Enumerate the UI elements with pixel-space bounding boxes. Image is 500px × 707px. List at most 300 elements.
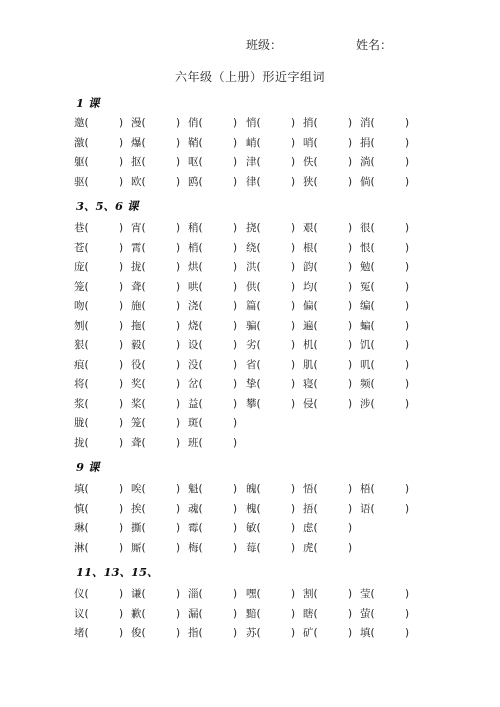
answer-blank-close: ) <box>291 241 296 254</box>
word-cell <box>74 357 131 373</box>
answer-blank-close: ) <box>348 378 353 390</box>
character-prompt: 悄( <box>246 117 261 129</box>
character-prompt: 消( <box>360 117 375 129</box>
character-prompt: 艰( <box>303 222 318 234</box>
character-prompt: 谦( <box>131 588 146 600</box>
word-cell <box>131 298 188 314</box>
answer-blank-close: ) <box>348 541 353 554</box>
word-cell <box>303 396 360 412</box>
answer-blank-close: ) <box>291 502 296 515</box>
character-prompt: 抠( <box>131 156 146 168</box>
character-prompt: 填( <box>74 483 89 495</box>
word-row <box>74 586 424 606</box>
word-row <box>74 625 424 645</box>
answer-blank-close: ) <box>233 117 238 129</box>
answer-blank-close: ) <box>176 117 181 129</box>
word-row <box>74 220 424 240</box>
word-cell <box>246 318 303 334</box>
answer-blank-close: ) <box>348 156 353 168</box>
answer-blank-close: ) <box>348 397 353 410</box>
character-prompt: 聋( <box>131 280 146 293</box>
answer-blank-close: ) <box>176 222 181 234</box>
character-prompt: 驱( <box>74 175 89 188</box>
character-prompt: 仪( <box>74 588 89 600</box>
answer-blank-close: ) <box>291 175 296 188</box>
character-prompt: 将( <box>74 378 89 390</box>
character-prompt: 浆( <box>74 397 89 410</box>
character-prompt: 填( <box>360 627 375 639</box>
character-prompt: 役( <box>131 358 146 371</box>
answer-blank-close: ) <box>291 627 296 639</box>
answer-blank-close: ) <box>233 136 238 149</box>
word-cell <box>131 135 188 151</box>
word-cell <box>303 115 360 131</box>
answer-blank-close: ) <box>176 300 181 312</box>
character-prompt: 虑( <box>303 522 318 534</box>
word-cell <box>246 240 303 256</box>
word-cell <box>303 174 360 190</box>
answer-blank-close: ) <box>348 280 353 293</box>
character-prompt: 敏( <box>246 522 261 534</box>
answer-blank-close: ) <box>233 175 238 188</box>
character-prompt: 韵( <box>303 261 318 273</box>
character-prompt: 设( <box>188 339 203 351</box>
character-prompt: 呕( <box>188 156 203 168</box>
character-prompt: 桨( <box>131 397 146 410</box>
word-cell <box>74 298 131 314</box>
character-prompt: 叽( <box>360 358 375 371</box>
character-prompt: 哄( <box>188 280 203 293</box>
character-prompt: 魂( <box>188 502 203 515</box>
word-cell <box>360 174 417 190</box>
answer-blank-close: ) <box>119 502 124 515</box>
answer-blank-close: ) <box>348 300 353 312</box>
character-prompt: 拖( <box>131 319 146 332</box>
character-prompt: 议( <box>74 607 89 620</box>
word-cell <box>246 481 303 497</box>
word-row <box>74 259 424 279</box>
answer-blank-close: ) <box>405 397 410 410</box>
word-cell <box>246 540 303 556</box>
answer-blank-close: ) <box>119 358 124 371</box>
character-prompt: 欧( <box>131 175 146 188</box>
answer-blank-close: ) <box>119 397 124 410</box>
character-prompt: 聋( <box>131 436 146 449</box>
character-prompt: 骗( <box>246 319 261 332</box>
word-row <box>74 435 424 455</box>
word-row <box>74 481 424 501</box>
answer-blank-close: ) <box>176 588 181 600</box>
class-label: 班级： <box>246 38 283 52</box>
word-cell <box>246 501 303 517</box>
section-heading-4: 11、13、15、 <box>76 565 159 579</box>
word-row <box>74 357 424 377</box>
character-prompt: 稍( <box>188 222 203 234</box>
character-prompt: 频( <box>360 378 375 390</box>
word-cell <box>246 154 303 170</box>
word-row <box>74 115 424 135</box>
word-cell <box>360 318 417 334</box>
word-cell <box>246 357 303 373</box>
character-prompt: 苍( <box>74 241 89 254</box>
character-prompt: 冤( <box>360 280 375 293</box>
answer-blank-close: ) <box>176 358 181 371</box>
answer-blank-close: ) <box>176 502 181 515</box>
word-cell <box>131 540 188 556</box>
character-prompt: 益( <box>188 397 203 410</box>
answer-blank-close: ) <box>291 541 296 554</box>
header-line <box>0 36 500 52</box>
word-cell <box>246 337 303 353</box>
answer-blank-close: ) <box>119 436 124 449</box>
word-cell <box>131 586 188 602</box>
character-prompt: 佚( <box>303 156 318 168</box>
answer-blank-close: ) <box>233 483 238 495</box>
character-prompt: 霄( <box>131 241 146 254</box>
answer-blank-close: ) <box>176 241 181 254</box>
character-prompt: 笼( <box>74 280 89 293</box>
answer-blank-close: ) <box>119 156 124 168</box>
word-cell <box>188 625 245 641</box>
character-prompt: 狠( <box>74 339 89 351</box>
word-cell <box>188 174 245 190</box>
answer-blank-close: ) <box>348 483 353 495</box>
answer-blank-close: ) <box>405 588 410 600</box>
word-cell <box>74 376 131 392</box>
word-row <box>74 174 424 194</box>
answer-blank-close: ) <box>119 627 124 639</box>
word-cell <box>131 415 188 431</box>
word-cell <box>360 586 417 602</box>
answer-blank-close: ) <box>233 241 238 254</box>
character-prompt: 悟( <box>303 483 318 495</box>
word-cell <box>74 318 131 334</box>
character-prompt: 攀( <box>246 397 261 410</box>
answer-blank-close: ) <box>119 417 124 429</box>
answer-blank-close: ) <box>233 300 238 312</box>
word-cell <box>246 135 303 151</box>
word-cell <box>246 298 303 314</box>
answer-blank-close: ) <box>119 541 124 554</box>
answer-blank-close: ) <box>291 222 296 234</box>
answer-blank-close: ) <box>176 483 181 495</box>
character-prompt: 胧( <box>74 417 89 429</box>
character-prompt: 淋( <box>74 541 89 554</box>
answer-blank-close: ) <box>233 222 238 234</box>
answer-blank-close: ) <box>291 607 296 620</box>
word-row <box>74 376 424 396</box>
character-prompt: 侵( <box>303 397 318 410</box>
character-prompt: 漫( <box>131 117 146 129</box>
answer-blank-close: ) <box>348 627 353 639</box>
word-cell <box>303 318 360 334</box>
character-prompt: 指( <box>188 627 203 639</box>
answer-blank-close: ) <box>176 136 181 149</box>
character-prompt: 魁( <box>188 483 203 495</box>
character-prompt: 刎( <box>74 319 89 332</box>
word-cell <box>303 154 360 170</box>
word-cell <box>303 481 360 497</box>
answer-blank-close: ) <box>176 397 181 410</box>
word-cell <box>188 540 245 556</box>
character-prompt: 俏( <box>188 117 203 129</box>
word-cell <box>188 220 245 236</box>
word-cell <box>360 279 417 295</box>
character-prompt: 施( <box>131 300 146 312</box>
word-cell <box>74 520 131 536</box>
character-prompt: 岔( <box>188 378 203 390</box>
word-row <box>74 279 424 299</box>
answer-blank-close: ) <box>233 378 238 390</box>
character-prompt: 琳( <box>74 522 89 534</box>
word-cell <box>74 240 131 256</box>
word-row <box>74 415 424 435</box>
character-prompt: 挠( <box>246 222 261 234</box>
character-prompt: 毅( <box>131 339 146 351</box>
answer-blank-close: ) <box>405 241 410 254</box>
word-cell <box>360 376 417 392</box>
answer-blank-close: ) <box>291 397 296 410</box>
answer-blank-close: ) <box>233 319 238 332</box>
word-cell <box>360 357 417 373</box>
answer-blank-close: ) <box>291 300 296 312</box>
word-cell <box>246 586 303 602</box>
character-prompt: 虎( <box>303 541 318 554</box>
answer-blank-close: ) <box>405 280 410 293</box>
word-cell <box>131 115 188 131</box>
answer-blank-close: ) <box>405 175 410 188</box>
answer-blank-close: ) <box>291 136 296 149</box>
character-prompt: 痕( <box>74 358 89 371</box>
answer-blank-close: ) <box>233 156 238 168</box>
answer-blank-close: ) <box>291 156 296 168</box>
character-prompt: 班( <box>188 436 203 449</box>
word-cell <box>188 376 245 392</box>
character-prompt: 挚( <box>246 378 261 390</box>
character-prompt: 俊( <box>131 627 146 639</box>
character-prompt: 狭( <box>303 175 318 188</box>
answer-blank-close: ) <box>119 319 124 332</box>
answer-blank-close: ) <box>119 378 124 390</box>
word-row <box>74 540 424 560</box>
word-row <box>74 318 424 338</box>
word-row <box>74 337 424 357</box>
word-cell <box>188 298 245 314</box>
answer-blank-close: ) <box>405 339 410 351</box>
answer-blank-close: ) <box>405 502 410 515</box>
character-prompt: 梢( <box>188 241 203 254</box>
character-prompt: 编( <box>360 300 375 312</box>
character-prompt: 梅( <box>188 541 203 554</box>
word-cell <box>303 606 360 622</box>
word-cell <box>246 115 303 131</box>
character-prompt: 梧( <box>360 483 375 495</box>
section-grid-1 <box>74 115 424 193</box>
word-cell <box>131 259 188 275</box>
character-prompt: 淌( <box>360 156 375 168</box>
character-prompt: 邀( <box>74 117 89 129</box>
answer-blank-close: ) <box>233 261 238 273</box>
word-cell <box>131 396 188 412</box>
character-prompt: 割( <box>303 588 318 600</box>
answer-blank-close: ) <box>119 261 124 273</box>
word-cell <box>131 357 188 373</box>
word-cell <box>74 415 131 431</box>
section-heading-1: 1 课 <box>76 96 100 110</box>
word-cell <box>303 586 360 602</box>
answer-blank-close: ) <box>405 261 410 273</box>
word-cell <box>74 435 131 451</box>
answer-blank-close: ) <box>405 300 410 312</box>
answer-blank-close: ) <box>291 378 296 390</box>
character-prompt: 鸥( <box>188 175 203 188</box>
word-cell <box>246 220 303 236</box>
character-prompt: 躯( <box>74 156 89 168</box>
character-prompt: 撕( <box>131 522 146 534</box>
character-prompt: 语( <box>360 502 375 515</box>
word-cell <box>360 259 417 275</box>
answer-blank-close: ) <box>405 222 410 234</box>
character-prompt: 律( <box>246 175 261 188</box>
answer-blank-close: ) <box>348 222 353 234</box>
word-row <box>74 396 424 416</box>
answer-blank-close: ) <box>233 397 238 410</box>
answer-blank-close: ) <box>233 358 238 371</box>
answer-blank-close: ) <box>119 483 124 495</box>
character-prompt: 奖( <box>131 378 146 390</box>
word-cell <box>246 625 303 641</box>
answer-blank-close: ) <box>119 280 124 293</box>
answer-blank-close: ) <box>348 175 353 188</box>
answer-blank-close: ) <box>233 541 238 554</box>
answer-blank-close: ) <box>233 339 238 351</box>
character-prompt: 遍( <box>303 319 318 332</box>
character-prompt: 勉( <box>360 261 375 273</box>
answer-blank-close: ) <box>119 222 124 234</box>
character-prompt: 挨( <box>131 502 146 515</box>
character-prompt: 漏( <box>188 607 203 620</box>
answer-blank-close: ) <box>348 136 353 149</box>
word-cell <box>74 625 131 641</box>
answer-blank-close: ) <box>348 358 353 371</box>
answer-blank-close: ) <box>233 588 238 600</box>
character-prompt: 激( <box>74 136 89 149</box>
answer-blank-close: ) <box>405 607 410 620</box>
word-cell <box>74 481 131 497</box>
answer-blank-close: ) <box>405 483 410 495</box>
word-cell <box>188 279 245 295</box>
character-prompt: 省( <box>246 358 261 371</box>
word-cell <box>246 376 303 392</box>
character-prompt: 淄( <box>188 588 203 600</box>
answer-blank-close: ) <box>405 136 410 149</box>
answer-blank-close: ) <box>233 436 238 449</box>
word-cell <box>74 174 131 190</box>
character-prompt: 篇( <box>246 300 261 312</box>
answer-blank-close: ) <box>176 319 181 332</box>
word-cell <box>131 318 188 334</box>
section-heading-3: 9 课 <box>76 460 100 474</box>
character-prompt: 饥( <box>360 339 375 351</box>
word-cell <box>303 240 360 256</box>
word-cell <box>360 220 417 236</box>
word-cell <box>131 279 188 295</box>
word-cell <box>188 259 245 275</box>
answer-blank-close: ) <box>291 280 296 293</box>
answer-blank-close: ) <box>176 607 181 620</box>
word-cell <box>303 135 360 151</box>
answer-blank-close: ) <box>176 378 181 390</box>
answer-blank-close: ) <box>348 502 353 515</box>
answer-blank-close: ) <box>119 339 124 351</box>
word-cell <box>360 154 417 170</box>
character-prompt: 霉( <box>188 522 203 534</box>
word-cell <box>303 376 360 392</box>
word-cell <box>188 115 245 131</box>
answer-blank-close: ) <box>233 280 238 293</box>
word-cell <box>131 435 188 451</box>
section-heading-2: 3、5、6 课 <box>76 199 139 213</box>
character-prompt: 捎( <box>303 117 318 129</box>
character-prompt: 机( <box>303 339 318 351</box>
character-prompt: 捂( <box>303 502 318 515</box>
word-cell <box>188 520 245 536</box>
character-prompt: 涉( <box>360 397 375 410</box>
answer-blank-close: ) <box>348 319 353 332</box>
character-prompt: 捐( <box>360 136 375 149</box>
character-prompt: 爆( <box>131 136 146 149</box>
character-prompt: 没( <box>188 358 203 371</box>
character-prompt: 莹( <box>360 588 375 600</box>
word-cell <box>131 606 188 622</box>
answer-blank-close: ) <box>291 522 296 534</box>
character-prompt: 浇( <box>188 300 203 312</box>
answer-blank-close: ) <box>291 483 296 495</box>
character-prompt: 鞘( <box>188 136 203 149</box>
word-cell <box>303 540 360 556</box>
word-cell <box>74 259 131 275</box>
word-cell <box>303 298 360 314</box>
character-prompt: 萤( <box>360 607 375 620</box>
word-row <box>74 520 424 540</box>
answer-blank-close: ) <box>119 175 124 188</box>
word-cell <box>74 540 131 556</box>
character-prompt: 寝( <box>303 378 318 390</box>
answer-blank-close: ) <box>119 522 124 534</box>
page-title: 六年级（上册）形近字组词 <box>174 70 325 84</box>
answer-blank-close: ) <box>405 156 410 168</box>
answer-blank-close: ) <box>119 607 124 620</box>
section-grid-3 <box>74 481 424 559</box>
word-cell <box>188 481 245 497</box>
answer-blank-close: ) <box>176 541 181 554</box>
answer-blank-close: ) <box>233 627 238 639</box>
character-prompt: 吻( <box>74 300 89 312</box>
word-cell <box>74 220 131 236</box>
word-cell <box>303 279 360 295</box>
word-cell <box>74 115 131 131</box>
word-cell <box>74 337 131 353</box>
character-prompt: 魄( <box>246 483 261 495</box>
word-cell <box>303 337 360 353</box>
word-cell <box>303 520 360 536</box>
character-prompt: 唉( <box>131 483 146 495</box>
word-cell <box>360 337 417 353</box>
word-cell <box>74 501 131 517</box>
character-prompt: 厮( <box>131 541 146 554</box>
character-prompt: 烧( <box>188 319 203 332</box>
character-prompt: 笼( <box>131 417 146 429</box>
